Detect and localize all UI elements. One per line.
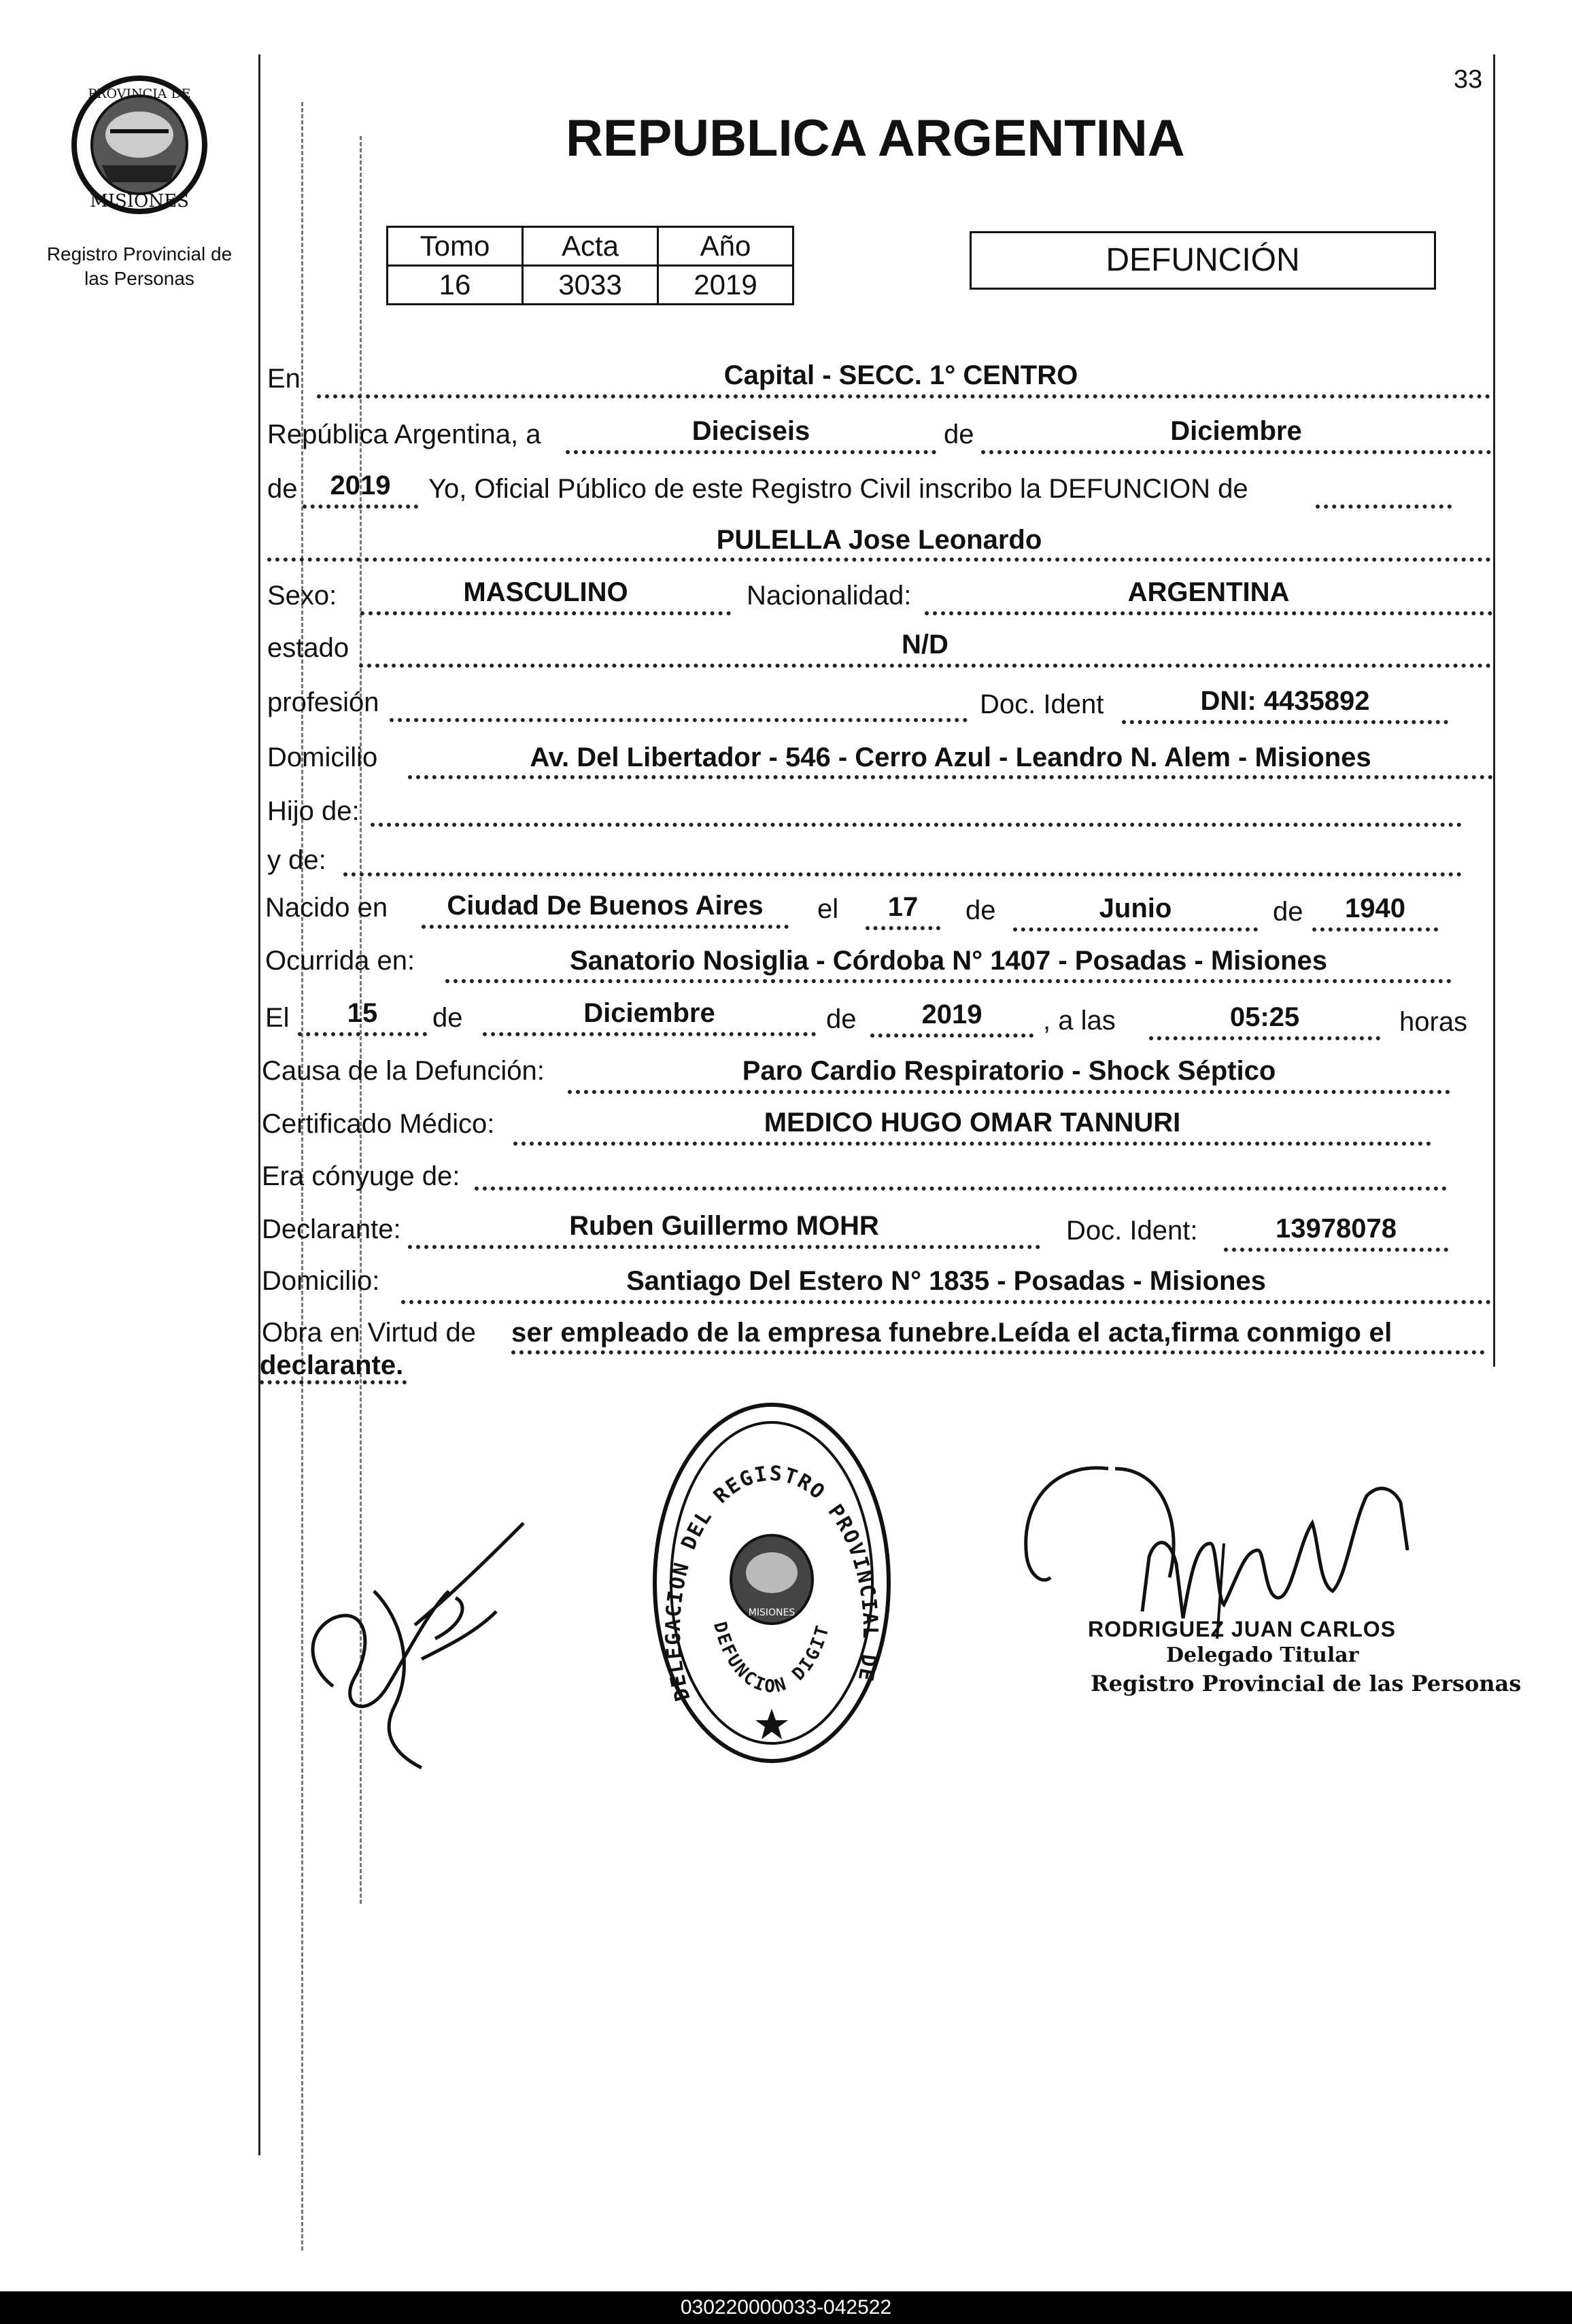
anio-value: 2019 xyxy=(658,266,793,305)
month-line xyxy=(981,450,1491,454)
province-seal xyxy=(68,73,211,216)
registrar-title: Delegado Titular xyxy=(1166,1643,1359,1667)
nacido-dia: 17 xyxy=(887,892,919,922)
svg-text:DELEGACION DEL REGISTRO PROVIN: DELEGACION DEL REGISTRO PROVINCIAL DE xyxy=(661,1461,883,1704)
oficial-text: Yo, Oficial Público de este Registro Civil inscribo la DEFUNCION de xyxy=(428,474,1248,504)
domicilio2-value: Santiago Del Estero N° 1835 - Posadas - Misiones xyxy=(626,1266,1266,1296)
record-type-box xyxy=(970,231,1436,290)
footer-bar xyxy=(0,2291,1572,2324)
sexo-value: MASCULINO xyxy=(463,577,628,607)
de-label: de xyxy=(944,420,974,449)
profesion-line xyxy=(390,718,968,722)
domicilio-label: Domicilio xyxy=(267,742,378,772)
registrar-name: RODRIGUEZ JUAN CARLOS xyxy=(1088,1617,1397,1641)
oficial-tail-line xyxy=(1316,505,1452,509)
nacido-mes-line xyxy=(1013,927,1258,932)
sexo-line xyxy=(360,611,731,615)
svg-text:DEFUNCION DIGITAL: DEFUNCION DIGIT xyxy=(709,1620,834,1697)
declarante-line xyxy=(408,1245,1040,1249)
estado-value: N/D xyxy=(902,630,949,660)
deceased-name: PULELLA Jose Leonardo xyxy=(716,525,1042,555)
domicilio2-line xyxy=(401,1300,1491,1304)
nacionalidad-value: ARGENTINA xyxy=(1127,577,1290,607)
def-anio-line xyxy=(870,1033,1033,1038)
acta-header: Acta xyxy=(523,227,658,266)
de2-label: de xyxy=(267,474,298,504)
name-line xyxy=(267,558,1491,562)
el-label: el xyxy=(817,894,839,924)
def-hora: 05:25 xyxy=(1229,1002,1300,1032)
de3-label: de xyxy=(966,895,996,925)
el2-label: El xyxy=(265,1003,290,1033)
def-hora-line xyxy=(1149,1036,1380,1040)
yde-line xyxy=(343,872,1462,876)
doc-ident-line xyxy=(1122,720,1448,724)
en-line xyxy=(317,394,1490,398)
causa-label: Causa de la Defunción: xyxy=(262,1056,545,1086)
registrar-office: Registro Provincial de las Personas xyxy=(1091,1671,1522,1696)
def-mes: Diciembre xyxy=(583,998,715,1028)
declarante-label: Declarante: xyxy=(262,1214,401,1244)
year-line xyxy=(303,505,418,509)
decl-doc-label: Doc. Ident: xyxy=(1066,1216,1198,1246)
hijo-line xyxy=(371,823,1462,827)
declarant-signature xyxy=(292,1509,537,1781)
estado-line xyxy=(359,664,1491,668)
alas-label: , a las xyxy=(1043,1006,1116,1036)
tomo-header: Tomo xyxy=(388,227,523,266)
def-dia-line xyxy=(298,1032,427,1036)
obra-value-line1: ser empleado de la empresa funebre.Leída el acta,firma conmigo el xyxy=(511,1318,1392,1348)
def-mes-line xyxy=(483,1032,816,1036)
nacido-anio: 1940 xyxy=(1345,893,1405,923)
doc-ident-value: DNI: 4435892 xyxy=(1200,686,1370,716)
certificado-label: Certificado Médico: xyxy=(262,1109,495,1139)
nacido-dia-line xyxy=(866,926,940,930)
anio-header: Año xyxy=(658,227,793,266)
obra-label: Obra en Virtud de xyxy=(262,1318,477,1348)
def-dia: 15 xyxy=(347,998,378,1028)
doc-ident-label: Doc. Ident xyxy=(980,689,1104,719)
nacionalidad-line xyxy=(925,611,1492,615)
en-value: Capital - SECC. 1° CENTRO xyxy=(723,360,1078,390)
day-line xyxy=(566,450,936,454)
conyuge-line xyxy=(475,1186,1447,1191)
svg-text:MISIONES: MISIONES xyxy=(90,191,189,211)
def-anio: 2019 xyxy=(921,999,982,1029)
svg-text:MISIONES: MISIONES xyxy=(748,1607,796,1618)
nacido-lugar-line xyxy=(422,925,789,929)
right-margin-line xyxy=(1493,54,1495,1367)
en-label: En xyxy=(267,364,301,394)
page-number: 33 xyxy=(1454,65,1483,94)
ocurrida-label: Ocurrida en: xyxy=(265,946,415,976)
certificado-value: MEDICO HUGO OMAR TANNURI xyxy=(764,1108,1181,1138)
obra-line1 xyxy=(511,1350,1485,1354)
ocurrida-value: Sanatorio Nosiglia - Córdoba N° 1407 - Posadas - Misiones xyxy=(569,946,1328,976)
profesion-label: profesión xyxy=(267,687,379,717)
domicilio-line xyxy=(408,775,1493,779)
causa-value: Paro Cardio Respiratorio - Shock Séptico xyxy=(742,1056,1276,1086)
nacido-label: Nacido en xyxy=(265,893,388,923)
de6-label: de xyxy=(826,1004,857,1034)
record-type: DEFUNCIÓN xyxy=(1106,242,1300,278)
estado-label: estado xyxy=(267,633,349,663)
agency-name-line1: Registro Provincial de xyxy=(46,243,233,264)
decl-doc-value: 13978078 xyxy=(1276,1214,1397,1244)
obra-value-line2: declarante. xyxy=(260,1350,404,1380)
conyuge-label: Era cónyuge de: xyxy=(262,1161,460,1191)
domicilio2-label: Domicilio: xyxy=(262,1266,380,1296)
registrar-signature-scribble xyxy=(1013,1441,1435,1645)
official-stamp xyxy=(649,1399,894,1766)
yde-label: y de: xyxy=(267,845,326,875)
domicilio-value: Av. Del Libertador - 546 - Cerro Azul - Leandro N. Alem - Misiones xyxy=(530,742,1371,772)
de4-label: de xyxy=(1273,897,1303,927)
ocurrida-line xyxy=(445,979,1452,983)
agency-name-line2: las Personas xyxy=(84,268,194,289)
sexo-label: Sexo: xyxy=(267,581,337,611)
de5-label: de xyxy=(432,1003,463,1033)
republica-label: República Argentina, a xyxy=(267,420,541,449)
acta-value: 3033 xyxy=(523,266,658,305)
obra-line2 xyxy=(260,1380,407,1384)
decl-doc-line xyxy=(1224,1248,1448,1252)
year-value: 2019 xyxy=(330,471,391,500)
nacido-lugar: Ciudad De Buenos Aires xyxy=(447,891,764,921)
tomo-value: 16 xyxy=(388,266,523,305)
horas-label: horas xyxy=(1399,1007,1468,1037)
svg-text:PROVINCIA DE: PROVINCIA DE xyxy=(88,86,191,101)
left-margin-line xyxy=(258,54,260,2155)
nacionalidad-label: Nacionalidad: xyxy=(747,581,912,611)
declarante-value: Ruben Guillermo MOHR xyxy=(569,1211,879,1241)
nacido-mes: Junio xyxy=(1099,893,1172,923)
causa-line xyxy=(568,1090,1450,1094)
day-words: Dieciseis xyxy=(691,416,810,446)
nacido-anio-line xyxy=(1312,927,1438,932)
certificado-line xyxy=(513,1142,1431,1146)
month-value: Diciembre xyxy=(1170,416,1302,446)
document-title: REPUBLICA ARGENTINA xyxy=(566,109,1185,167)
barcode-text: 030220000033-042522 xyxy=(680,2296,892,2319)
hijo-label: Hijo de: xyxy=(267,796,360,826)
record-table xyxy=(386,226,794,305)
